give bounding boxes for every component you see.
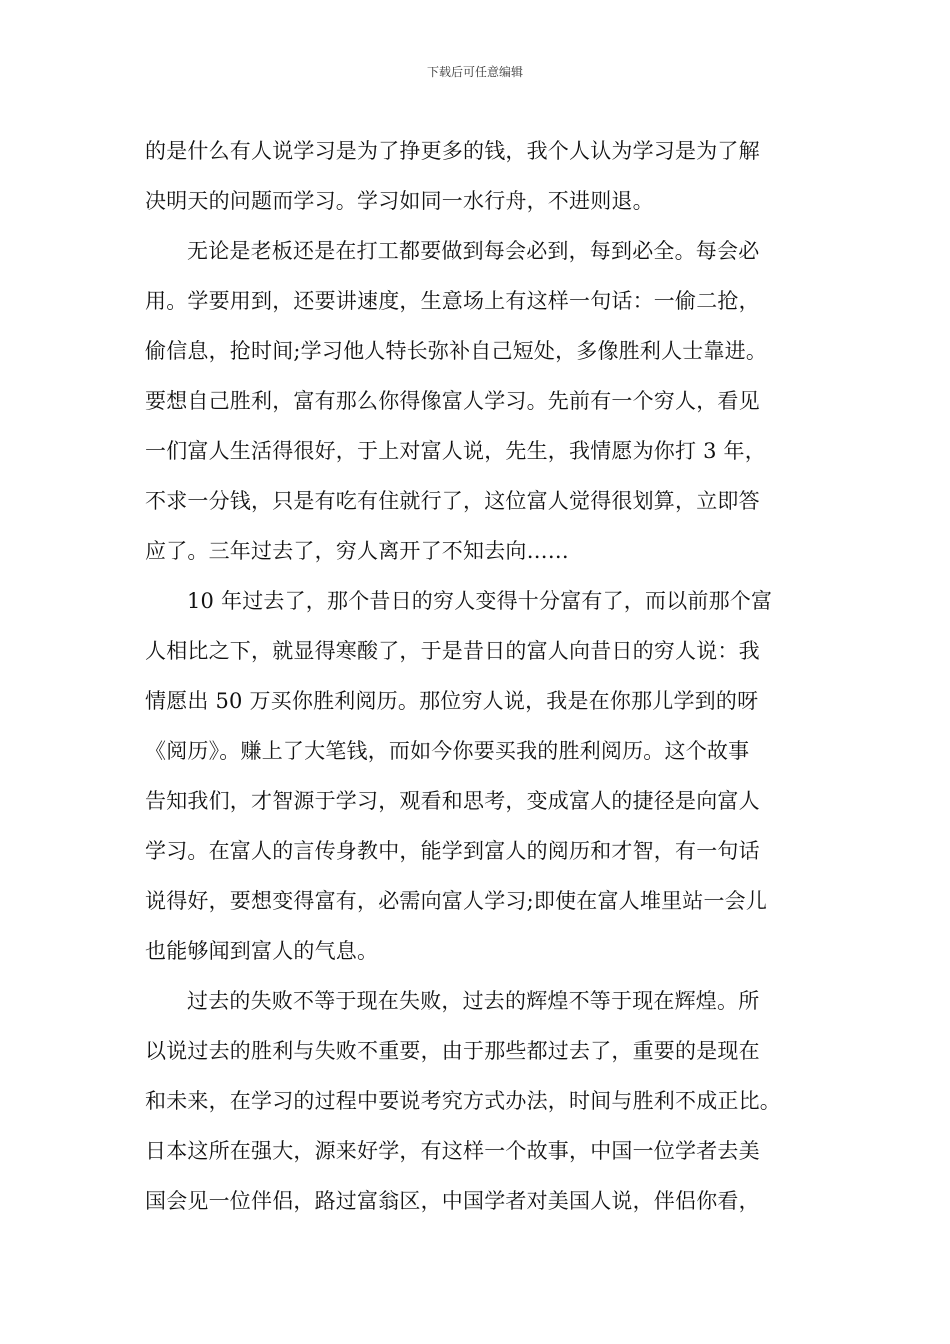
text-line: 情愿出 50 万买你胜利阅历。那位穷人说，我是在你那儿学到的呀 xyxy=(145,689,759,713)
text-line: 国会见一位伴侣，路过富翁区，中国学者对美国人说，伴侣你看， xyxy=(145,1189,760,1213)
text-line: 《阅历》。赚上了大笔钱，而如今你要买我的胜利阅历。这个故事 xyxy=(145,739,750,763)
text-line: 学习。在富人的言传身教中，能学到富人的阅历和才智，有一句话 xyxy=(145,839,760,863)
text-line: 用。学要用到，还要讲速度，生意场上有这样一句话：一偷二抢， xyxy=(145,289,760,313)
text-line: 日本这所在强大，源来好学，有这样一个故事，中国一位学者去美 xyxy=(145,1139,760,1163)
text-line: 人相比之下，就显得寒酸了，于是昔日的富人向昔日的穷人说：我 xyxy=(145,639,760,663)
document-body xyxy=(145,126,813,1226)
text-line: 决明天的问题而学习。学习如同一水行舟，不进则退。 xyxy=(145,189,654,213)
page-header: 下载后可任意编辑 xyxy=(426,65,523,79)
paragraph-start-line: 10 年过去了，那个昔日的穷人变得十分富有了，而以前那个富 xyxy=(187,589,773,613)
paragraph-start-line: 过去的失败不等于现在失败，过去的辉煌不等于现在辉煌。所 xyxy=(187,989,760,1013)
text-line: 说得好，要想变得富有，必需向富人学习;即使在富人堆里站一会儿 xyxy=(145,889,768,913)
text-line: 一们富人生活得很好，于上对富人说，先生，我情愿为你打 3 年， xyxy=(145,439,766,463)
text-line: 应了。三年过去了，穷人离开了不知去向…… xyxy=(145,539,569,563)
text-line: 的是什么有人说学习是为了挣更多的钱，我个人认为学习是为了解 xyxy=(145,139,760,163)
text-line: 偷信息，抢时间;学习他人特长弥补自己短处，多像胜利人士靠进。 xyxy=(145,339,768,363)
text-line: 和未来，在学习的过程中要说考究方式办法，时间与胜利不成正比。 xyxy=(145,1089,781,1113)
text-line: 不求一分钱，只是有吃有住就行了，这位富人觉得很划算，立即答 xyxy=(145,489,760,513)
paragraph-start-line: 无论是老板还是在打工都要做到每会必到，每到必全。每会必 xyxy=(187,239,760,263)
text-line: 以说过去的胜利与失败不重要，由于那些都过去了，重要的是现在 xyxy=(145,1039,760,1063)
text-line: 告知我们，才智源于学习，观看和思考，变成富人的捷径是向富人 xyxy=(145,789,760,813)
text-line: 要想自己胜利，富有那么你得像富人学习。先前有一个穷人，看见 xyxy=(145,389,760,413)
text-line: 也能够闻到富人的气息。 xyxy=(145,939,379,963)
